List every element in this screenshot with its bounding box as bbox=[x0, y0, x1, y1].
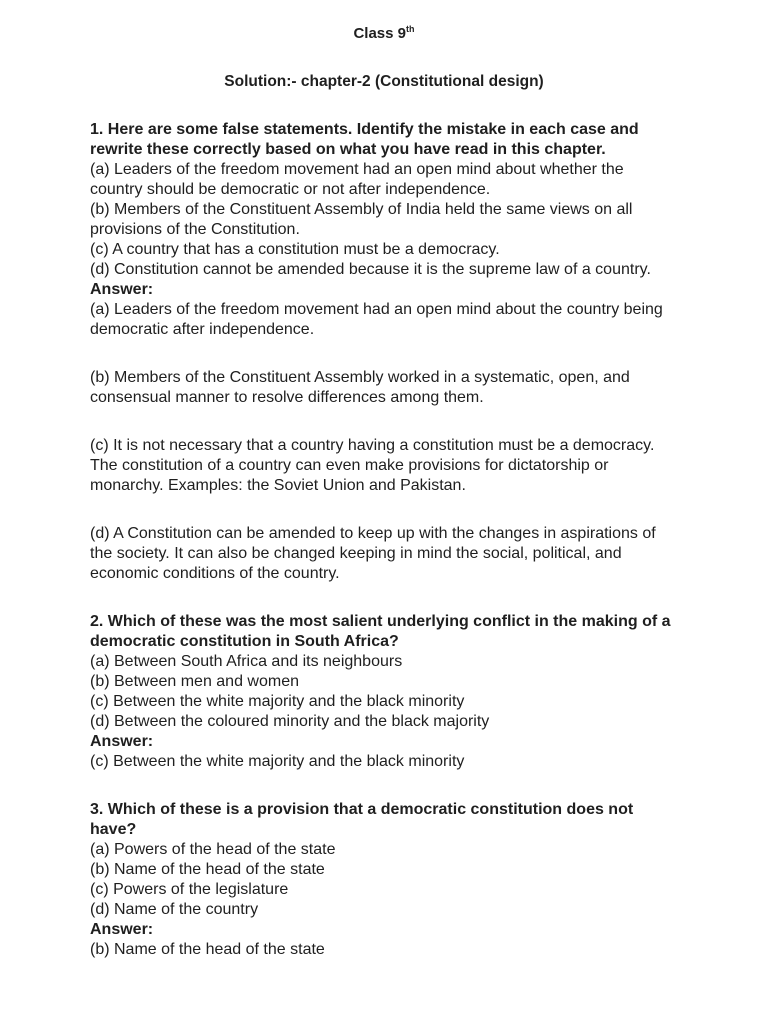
question-2-answer: (c) Between the white majority and the black minority bbox=[90, 753, 465, 770]
question-3-text: 3. Which of these is a provision that a democratic constitution does not have? bbox=[90, 801, 634, 838]
question-3-answer: (b) Name of the head of the state bbox=[90, 941, 325, 958]
question-2-option-d: (d) Between the coloured minority and the black majority bbox=[90, 713, 490, 730]
question-2-answer-label: Answer: bbox=[90, 733, 154, 750]
question-1-option-c: (c) A country that has a constitution must be a democracy. bbox=[90, 241, 500, 258]
solution-title: Solution:- chapter-2 (Constitutional design) bbox=[224, 73, 544, 90]
question-2-text: 2. Which of these was the most salient underlying conflict in the making of a democratic constitution in South Africa? bbox=[90, 613, 671, 650]
class-heading bbox=[90, 24, 678, 44]
question-2-option-b: (b) Between men and women bbox=[90, 673, 299, 690]
question-1-answer-label: Answer: bbox=[90, 281, 154, 298]
question-1-option-b: (b) Members of the Constituent Assembly of India held the same views on all provisions of the Constitution. bbox=[90, 201, 633, 238]
question-3-block bbox=[90, 800, 678, 960]
question-2-option-c: (c) Between the white majority and the black minority bbox=[90, 693, 465, 710]
question-2-option-a: (a) Between South Africa and its neighbours bbox=[90, 653, 403, 670]
question-3-option-c: (c) Powers of the legislature bbox=[90, 881, 289, 898]
class-superscript: th bbox=[406, 24, 415, 34]
question-1-block bbox=[90, 120, 678, 584]
question-1-answer-c: (c) It is not necessary that a country having a constitution must be a democracy. The constitution of a country can even make provisions for dictatorship or monarchy. Examples: the Soviet Union and Pakistan. bbox=[90, 437, 655, 494]
question-1-answer-a: (a) Leaders of the freedom movement had an open mind about the country being democratic after independence. bbox=[90, 301, 663, 338]
question-3-option-a: (a) Powers of the head of the state bbox=[90, 841, 336, 858]
question-1-answer-b: (b) Members of the Constituent Assembly worked in a systematic, open, and consensual manner to resolve differences among them. bbox=[90, 369, 630, 406]
question-3-answer-label: Answer: bbox=[90, 921, 154, 938]
question-1-option-d: (d) Constitution cannot be amended because it is the supreme law of a country. bbox=[90, 261, 651, 278]
class-label: Class 9 bbox=[353, 25, 407, 42]
question-1-text: 1. Here are some false statements. Identify the mistake in each case and rewrite these correctly based on what you have read in this chapter. bbox=[90, 121, 639, 158]
question-1-answer-d: (d) A Constitution can be amended to keep up with the changes in aspirations of the society. It can also be changed keeping in mind the social, political, and economic conditions of the country. bbox=[90, 525, 656, 582]
question-1-option-a: (a) Leaders of the freedom movement had an open mind about whether the country should be democratic or not after independence. bbox=[90, 161, 624, 198]
question-2-block bbox=[90, 612, 678, 772]
question-3-option-d: (d) Name of the country bbox=[90, 901, 259, 918]
question-3-option-b: (b) Name of the head of the state bbox=[90, 861, 325, 878]
